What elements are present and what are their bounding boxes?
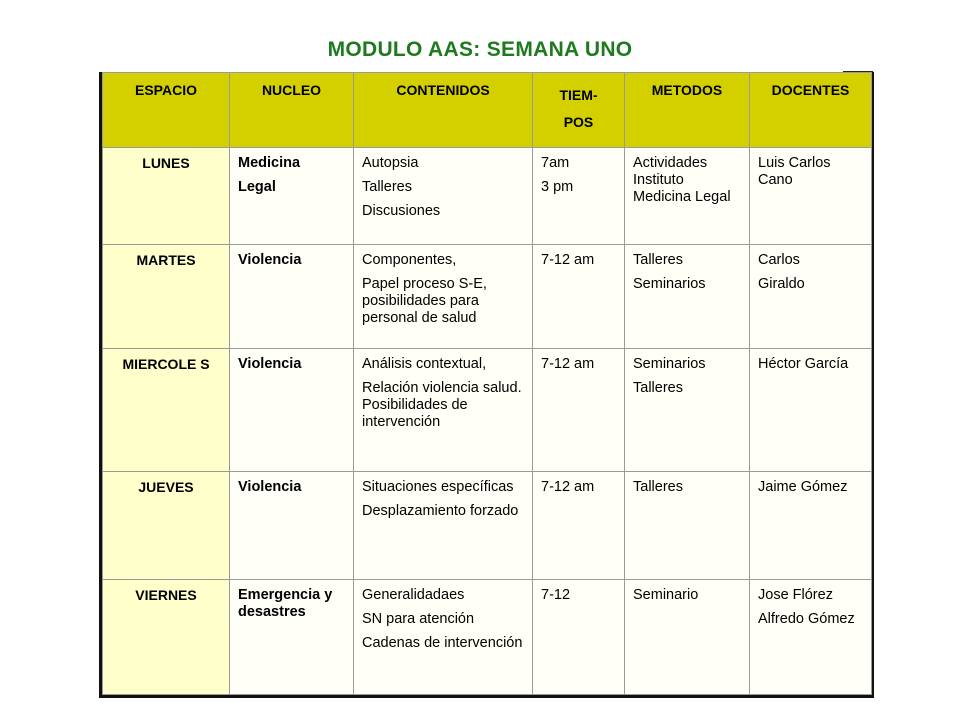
docente-line: Giraldo — [758, 276, 805, 292]
tiempos-cell — [533, 349, 625, 472]
docentes-cell — [750, 148, 872, 245]
header-tiempos — [533, 73, 625, 148]
header-docentes: DOCENTES — [750, 73, 872, 148]
tiempos-cell — [533, 580, 625, 695]
docentes-cell — [750, 580, 872, 695]
metodos-cell — [625, 349, 750, 472]
docente-line: Jaime Gómez — [758, 479, 848, 495]
day-cell: LUNES — [103, 148, 230, 245]
table-row — [103, 148, 872, 245]
contenido-line: Análisis contextual, — [362, 356, 487, 372]
tiempos-cell — [533, 245, 625, 349]
nucleo-cell — [230, 580, 354, 695]
metodo-line: Actividades Instituto Medicina Legal — [633, 155, 731, 205]
day-cell: MIERCOLE S — [103, 349, 230, 472]
contenidos-cell — [354, 472, 533, 580]
day-cell: VIERNES — [103, 580, 230, 695]
docente-line: Alfredo Gómez — [758, 611, 855, 627]
nucleo-cell — [230, 148, 354, 245]
tiempos-cell — [533, 472, 625, 580]
page-title: MODULO AAS: SEMANA UNO — [327, 38, 633, 61]
tiempo-line: 7-12 — [541, 587, 571, 603]
metodos-cell — [625, 245, 750, 349]
contenido-line: Cadenas de intervención — [362, 635, 523, 651]
tiempo-line: 7-12 am — [541, 356, 595, 372]
docente-line: Héctor García — [758, 356, 849, 372]
nucleo-line: Legal — [238, 179, 276, 195]
tiempo-line: 7am — [541, 155, 570, 171]
contenido-line: Desplazamiento forzado — [362, 503, 519, 519]
header-metodos: METODOS — [625, 73, 750, 148]
nucleo-cell — [230, 472, 354, 580]
schedule-table — [102, 72, 872, 695]
schedule-table-container — [99, 72, 874, 698]
docente-line: Carlos — [758, 252, 800, 268]
contenido-line: Talleres — [362, 179, 412, 195]
contenidos-cell — [354, 245, 533, 349]
metodo-line: Talleres — [633, 380, 683, 396]
header-contenidos: CONTENIDOS — [354, 73, 533, 148]
table-row — [103, 580, 872, 695]
contenido-line: Discusiones — [362, 203, 441, 219]
contenidos-cell — [354, 580, 533, 695]
docentes-cell — [750, 245, 872, 349]
day-cell: MARTES — [103, 245, 230, 349]
nucleo-line: Violencia — [238, 479, 302, 495]
nucleo-line: Violencia — [238, 252, 302, 268]
docentes-cell — [750, 472, 872, 580]
table-row — [103, 472, 872, 580]
metodo-line: Talleres — [633, 479, 683, 495]
tiempo-line: 3 pm — [541, 179, 574, 195]
table-row — [103, 245, 872, 349]
nucleo-line: Violencia — [238, 356, 302, 372]
header-tiempos-line1: TIEM- — [559, 87, 598, 103]
nucleo-cell — [230, 245, 354, 349]
contenido-line: Generalidadaes — [362, 587, 465, 603]
metodo-line: Seminario — [633, 587, 699, 603]
nucleo-line: Medicina — [238, 155, 301, 171]
contenido-line: Papel proceso S-E, posibilidades para personal de salud — [362, 276, 487, 326]
docente-line: Jose Flórez — [758, 587, 833, 603]
header-tiempos-line2: POS — [563, 114, 594, 130]
contenidos-cell — [354, 349, 533, 472]
contenido-line: Situaciones específicas — [362, 479, 514, 495]
docentes-cell — [750, 349, 872, 472]
metodo-line: Seminarios — [633, 356, 706, 372]
contenido-line: Relación violencia salud. Posibilidades de intervención — [362, 380, 522, 430]
contenido-line: Autopsia — [362, 155, 419, 171]
metodo-line: Seminarios — [633, 276, 706, 292]
nucleo-line: Emergencia y desastres — [238, 587, 333, 620]
docente-line: Luis Carlos Cano — [758, 155, 831, 188]
header-row — [103, 73, 872, 148]
metodos-cell — [625, 580, 750, 695]
header-nucleo: NUCLEO — [230, 73, 354, 148]
table-row — [103, 349, 872, 472]
contenido-line: Componentes, — [362, 252, 457, 268]
metodos-cell — [625, 472, 750, 580]
contenidos-cell — [354, 148, 533, 245]
nucleo-cell — [230, 349, 354, 472]
tiempo-line: 7-12 am — [541, 479, 595, 495]
day-cell: JUEVES — [103, 472, 230, 580]
contenido-line: SN para atención — [362, 611, 475, 627]
metodos-cell — [625, 148, 750, 245]
header-espacio: ESPACIO — [103, 73, 230, 148]
metodo-line: Talleres — [633, 252, 683, 268]
tiempos-cell — [533, 148, 625, 245]
tiempo-line: 7-12 am — [541, 252, 595, 268]
